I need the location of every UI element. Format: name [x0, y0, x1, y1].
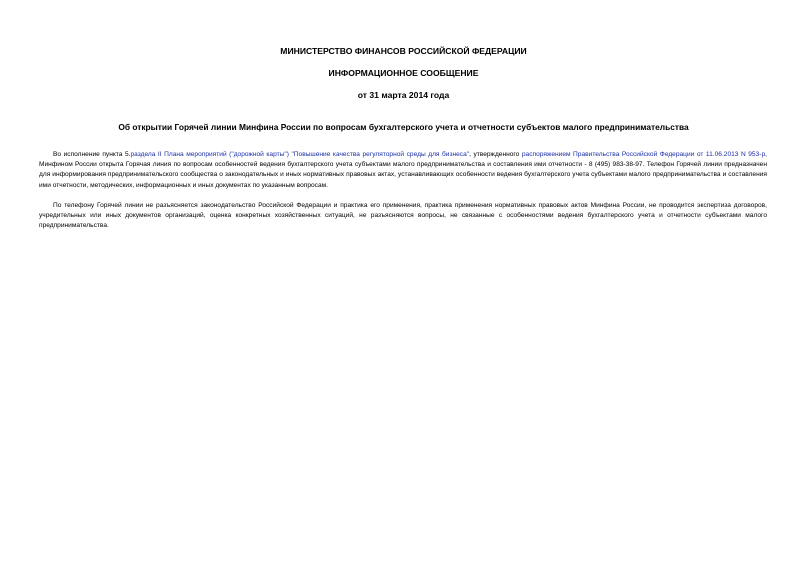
paragraph-2: По телефону Горячей линии не разъясняется законодательство Российской Федерации и практика его применения, практика применения нормативных правовых актов Минфина России, не проводится экспертиза договоров, учредительных или иных документов организаций, оценка конкретных хозяйственных ситуаций, не разъясняются вопросы, не связанные с особенностями ведения бухгалтерского учета и отчетности субъектами малого предпринимательства. — [39, 202, 767, 230]
plan-section-link[interactable]: раздела II Плана мероприятий ("дорожной карты") "Повышение качества регуляторной среды для бизнеса" — [130, 151, 470, 158]
document-date: от 31 марта 2014 года — [357, 90, 450, 100]
ministry-heading: МИНИСТЕРСТВО ФИНАНСОВ РОССИЙСКОЙ ФЕДЕРАЦИИ — [280, 46, 527, 56]
paragraph-1-text-start: Во исполнение пункта 5. — [53, 151, 131, 158]
paragraph-1-text-mid: , утвержденного — [469, 151, 522, 158]
paragraph-1 — [39, 150, 767, 191]
document-type-heading: ИНФОРМАЦИОННОЕ СООБЩЕНИЕ — [328, 68, 479, 78]
government-order-link[interactable]: распоряжением Правительства Российской Федерации от 11.06.2013 N 953-р — [521, 151, 766, 158]
paragraph-1-text-end: , Минфином России открыта Горячая линия по вопросам особенностей ведения бухгалтерского учета субъектами малого предпринимательства и составления ими отчетности - 8 (495) 983-38-97. Телефон Горячей линии предназначен для информирования предпринимательского сообщества о законодательных и иных нормативных правовых актах, устанавливающих особенности ведения бухгалтерского учета субъектами малого предпринимательства и составления ими отчетности, методических, информационных и иных документах по указанным вопросам. — [39, 151, 767, 189]
document-title: Об открытии Горячей линии Минфина России по вопросам бухгалтерского учета и отчетности субъектов малого предпринимательства — [118, 122, 689, 132]
